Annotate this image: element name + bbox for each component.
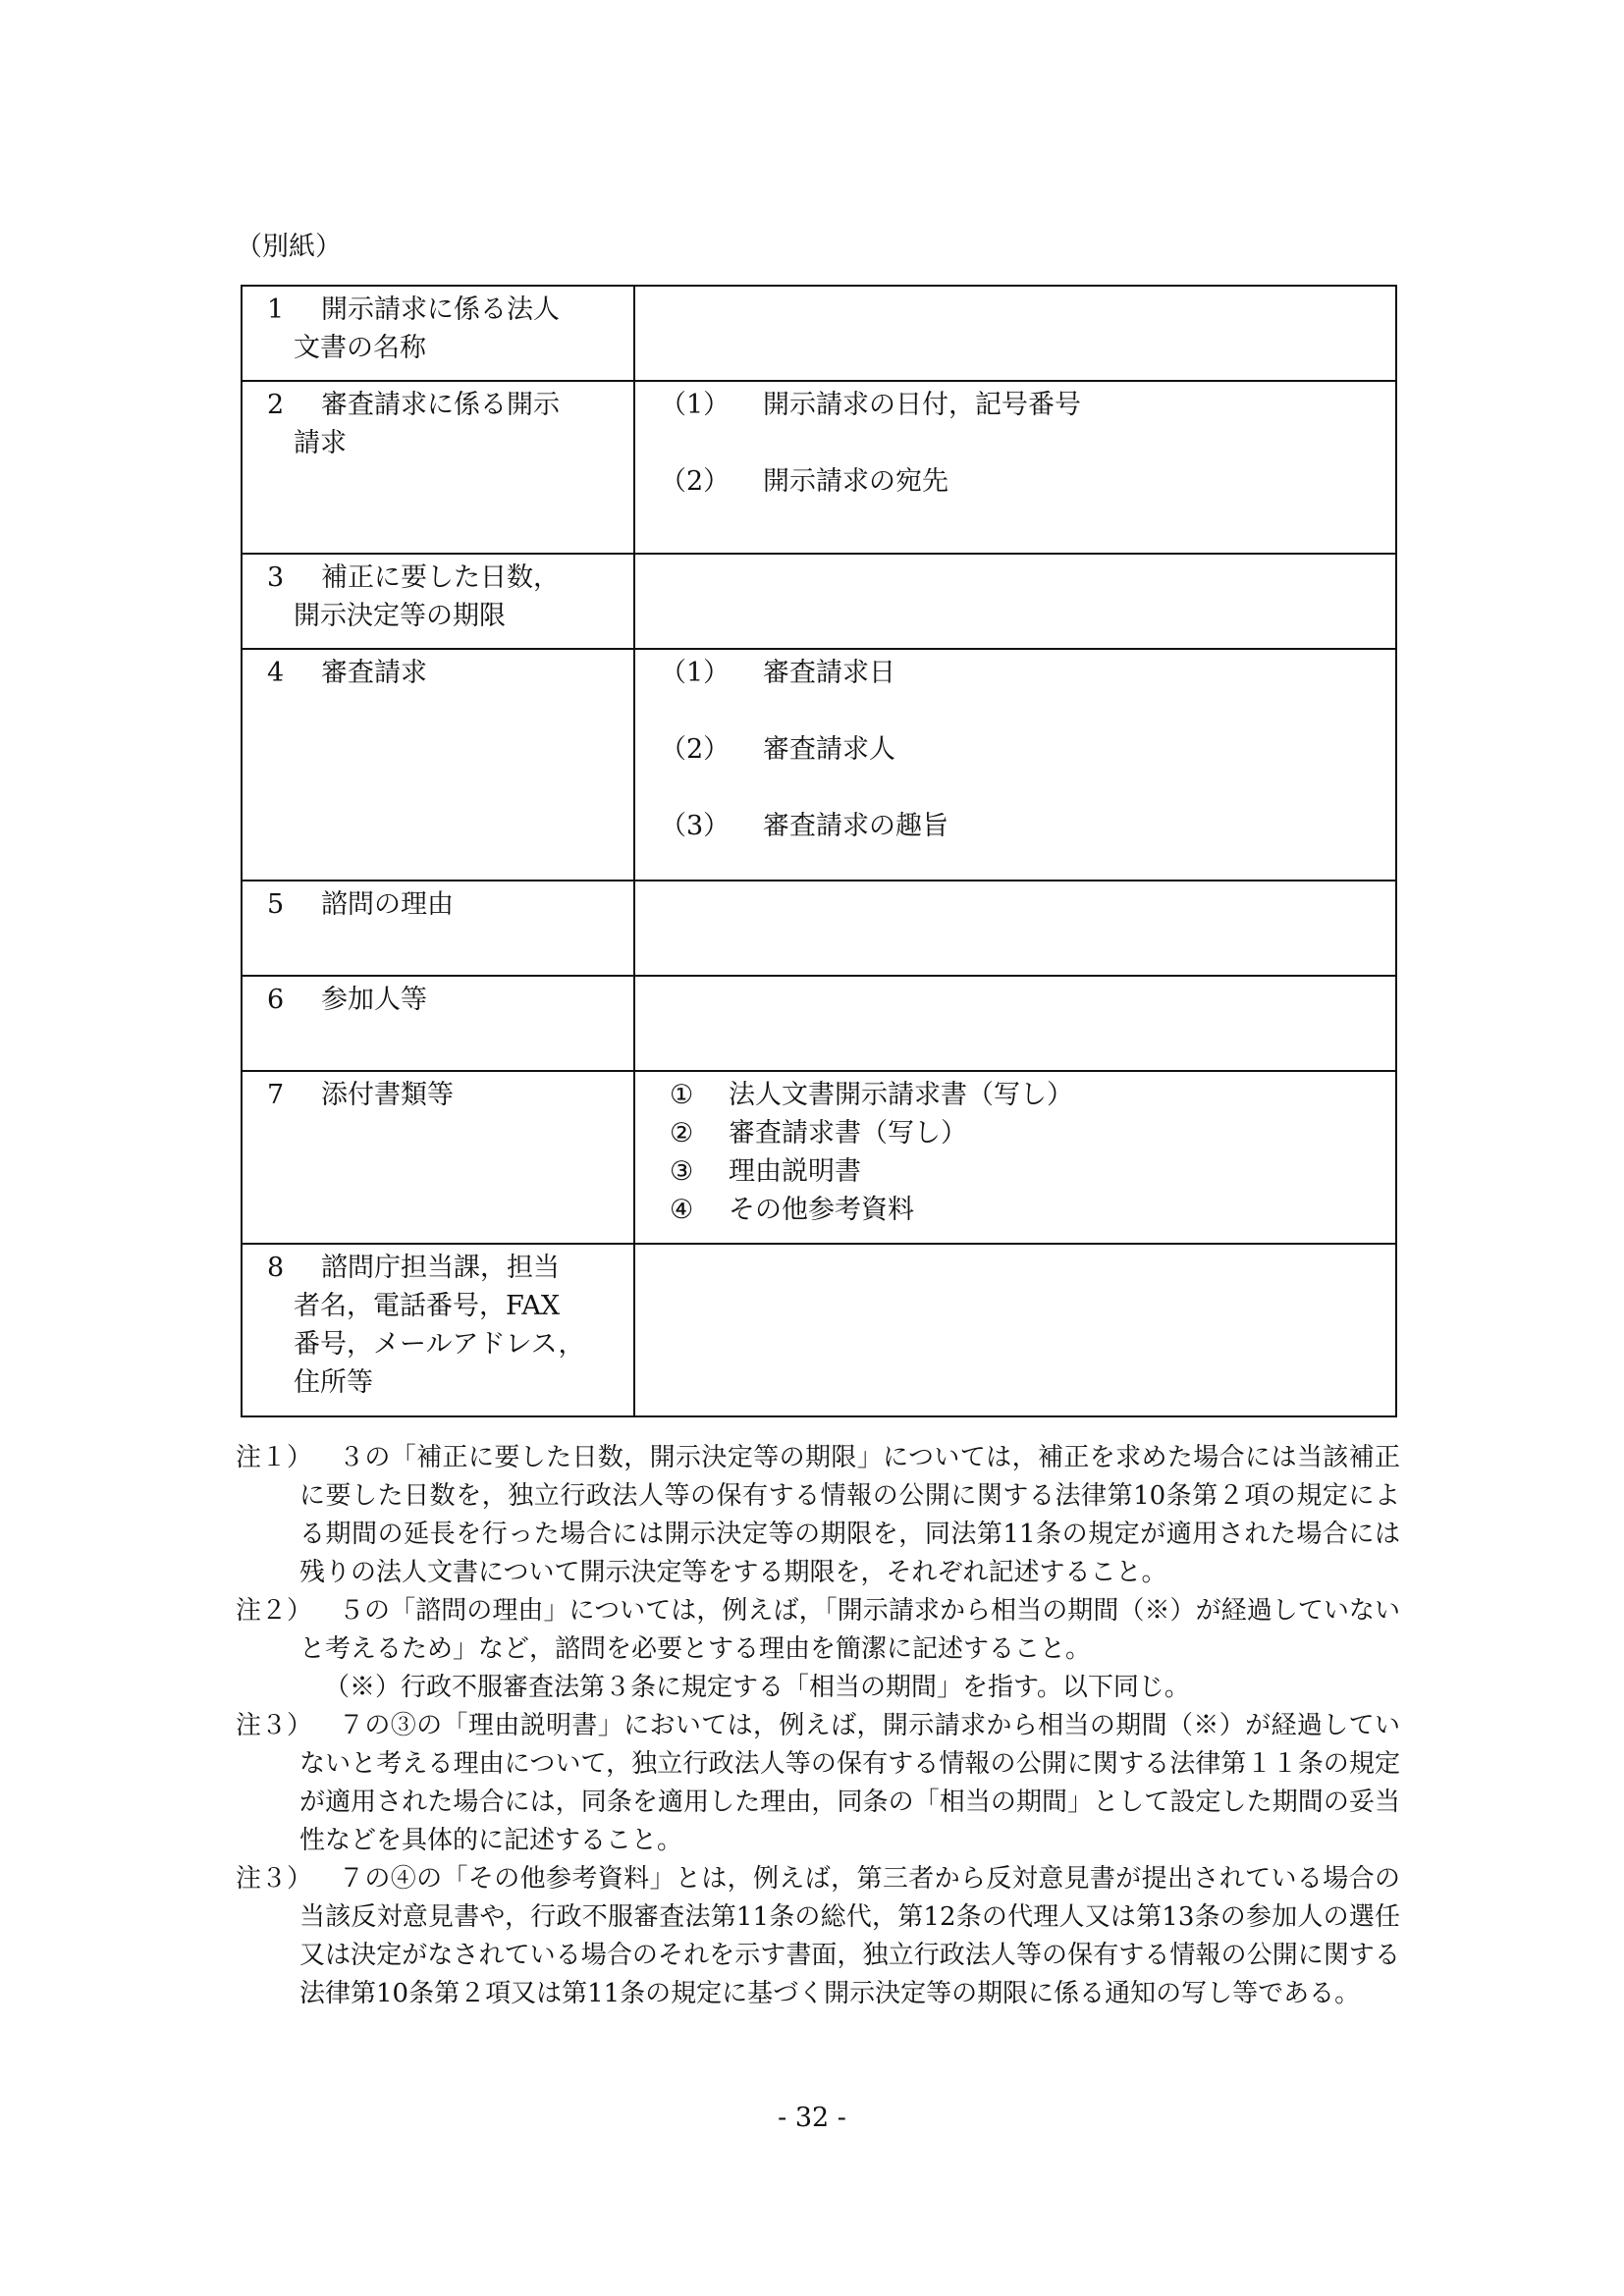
value-item (635, 654, 1395, 692)
note-reference: （※）行政不服審査法第３条に規定する「相当の期間」を指す。以下同じ。 (324, 1673, 1190, 1702)
value-item-text: その他参考資料 (729, 1195, 914, 1225)
document-label: （別紙） (236, 232, 342, 262)
value-item-text: 理由説明書 (729, 1156, 861, 1187)
row-number: 7 (267, 1080, 285, 1110)
notes-section (236, 1439, 1400, 2013)
row-label-line (243, 1249, 633, 1287)
note-text (299, 1439, 1400, 1592)
row-label-cell (242, 286, 634, 381)
row-label-line: 番号，メールアドレス， (294, 1329, 585, 1360)
value-item (635, 1114, 1395, 1152)
row-value-cell (634, 1244, 1396, 1416)
row-value-cell (634, 976, 1396, 1071)
note (236, 1860, 1400, 2013)
row-label-text: 補正に要した日数， (321, 562, 560, 593)
note-text-body: ３の「補正に要した日数，開示決定等の期限」については，補正を求めた場合には当該補正に要した日数を，独立行政法人等の保有する情報の公開に関する法律第10条第２項の規定による期間の延長を行った場合には開示決定等の期限を，同法第11条の規定が適用された場合には残りの法人文書について開示決定等をする期限を，それぞれ記述すること。 (299, 1443, 1400, 1587)
note-text (299, 1592, 1400, 1669)
row-label-text: 諮問庁担当課，担当 (321, 1253, 560, 1283)
form-row (242, 881, 1396, 976)
value-item-text: 開示請求の日付，記号番号 (763, 390, 1081, 420)
value-item-text: 審査請求の趣旨 (763, 811, 948, 841)
note-label: 注１） (236, 1443, 313, 1472)
row-number: 3 (267, 562, 285, 593)
row-number: 1 (267, 294, 285, 325)
row-value-cell (634, 381, 1396, 554)
value-item-number: （2） (660, 466, 731, 497)
value-item-text: 法人文書開示請求書（写し） (729, 1080, 1073, 1110)
row-label-line (243, 981, 633, 1019)
row-label-line (243, 559, 633, 597)
value-item (635, 1152, 1395, 1191)
row-label-line (243, 1076, 633, 1114)
row-value-cell (634, 649, 1396, 881)
note-label: 注３） (236, 1711, 313, 1740)
form-row (242, 381, 1396, 554)
consultation-form-table (241, 285, 1397, 1417)
row-label-line: 住所等 (294, 1367, 373, 1398)
row-number: 2 (267, 390, 285, 420)
row-value-cell (634, 554, 1396, 649)
row-value-cell (634, 286, 1396, 381)
note-text (299, 1707, 1400, 1860)
value-item (635, 730, 1395, 769)
row-value-cell (634, 1071, 1396, 1244)
value-item (635, 1191, 1395, 1229)
value-item (635, 386, 1395, 424)
row-number: 6 (267, 985, 285, 1015)
row-label-line (243, 885, 633, 924)
row-label-cell (242, 1244, 634, 1416)
row-label-line: 文書の名称 (294, 333, 426, 363)
row-label-cell (242, 976, 634, 1071)
row-label-text: 審査請求に係る開示 (321, 390, 560, 420)
value-item-number: ④ (670, 1195, 694, 1225)
form-row (242, 554, 1396, 649)
row-label-text: 開示請求に係る法人 (321, 294, 560, 325)
row-number: 8 (267, 1253, 285, 1283)
value-item (635, 462, 1395, 501)
value-item-number: （1） (660, 390, 731, 420)
value-item-number: （3） (660, 811, 731, 841)
row-label-text: 添付書類等 (321, 1080, 454, 1110)
form-row (242, 976, 1396, 1071)
row-number: 4 (267, 658, 285, 688)
value-item-text: 審査請求書（写し） (729, 1118, 967, 1148)
row-label-cell (242, 381, 634, 554)
note-text (299, 1860, 1400, 2013)
row-label-cell (242, 649, 634, 881)
note (236, 1707, 1400, 1860)
row-label-text: 参加人等 (321, 985, 427, 1015)
value-item-number: ① (670, 1080, 694, 1110)
row-value-cell (634, 881, 1396, 976)
row-label-line (243, 654, 633, 692)
note-text-body: ５の「諮問の理由」については，例えば，「開示請求から相当の期間（※）が経過していないと考えるため」など，諮問を必要とする理由を簡潔に記述すること。 (299, 1596, 1400, 1664)
form-row (242, 649, 1396, 881)
form-row (242, 1244, 1396, 1416)
note (236, 1439, 1400, 1592)
row-number: 5 (267, 889, 285, 920)
row-label-line: 者名，電話番号，FAX (294, 1291, 561, 1321)
value-item-number: （1） (660, 658, 731, 688)
value-item-number: （2） (660, 734, 731, 765)
value-item (635, 807, 1395, 845)
note (236, 1592, 1400, 1707)
row-label-text: 審査請求 (321, 658, 427, 688)
row-label-line (243, 291, 633, 329)
form-row (242, 1071, 1396, 1244)
note-text-body: ７の④の「その他参考資料」とは，例えば，第三者から反対意見書が提出されている場合の当該反対意見書や，行政不服審査法第11条の総代，第12条の代理人又は第13条の参加人の選任又は決定がなされている場合のそれを示す書面，独立行政法人等の保有する情報の公開に関する法律第10条第２項又は第11条の規定に基づく開示決定等の期限に係る通知の写し等である。 (299, 1864, 1400, 2008)
note-label: 注３） (236, 1864, 313, 1894)
value-item-number: ③ (670, 1156, 694, 1187)
row-label-cell (242, 554, 634, 649)
row-label-line (243, 386, 633, 424)
row-label-text: 諮問の理由 (321, 889, 454, 920)
row-label-line: 開示決定等の期限 (294, 601, 506, 631)
value-item-text: 開示請求の宛先 (763, 466, 948, 497)
value-item-text: 審査請求人 (763, 734, 895, 765)
row-label-cell (242, 881, 634, 976)
note-label: 注２） (236, 1596, 313, 1626)
row-label-line: 請求 (294, 428, 347, 458)
value-item (635, 1076, 1395, 1114)
form-row (242, 286, 1396, 381)
page-number: - 32 - (778, 2103, 846, 2133)
value-item-text: 審査請求日 (763, 658, 895, 688)
value-item-number: ② (670, 1118, 694, 1148)
note-text-body: ７の③の「理由説明書」においては，例えば，開示請求から相当の期間（※）が経過していないと考える理由について，独立行政法人等の保有する情報の公開に関する法律第１１条の規定が適用された場合には，同条を適用した理由，同条の「相当の期間」として設定した期間の妥当性などを具体的に記述すること。 (299, 1711, 1400, 1855)
row-label-cell (242, 1071, 634, 1244)
